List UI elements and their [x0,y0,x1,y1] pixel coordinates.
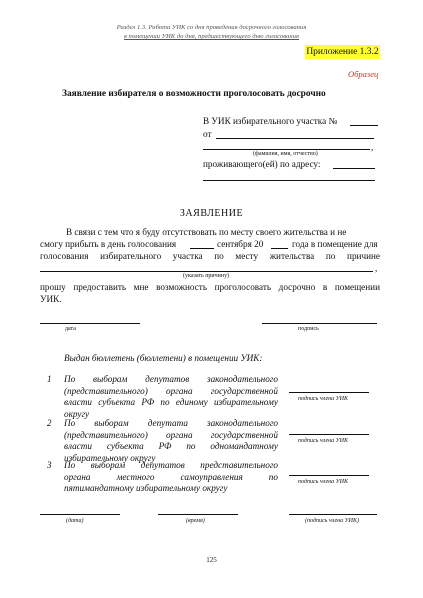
ballot-2-line2: (представительного) органа государственной [64,429,278,440]
ballot-3-line1: По выборам депутатов представительного [64,460,278,470]
ballot-1-line1: По выборам депутатов законодательного [64,374,278,384]
para1-line2b: сентября 20 [217,239,264,249]
statement-heading: ЗАЯВЛЕНИЕ [179,208,244,219]
ballot-2-line3: власти субъекта РФ по одномандатному [64,441,278,451]
issue-member-signature-caption: (подпись члена УИК) [305,518,359,524]
ballot-1-line3: власти субъекта РФ по единому избирательному [64,397,278,407]
para1-line2c: года в помещение для [292,239,378,249]
para2-line2: УИК. [40,294,62,304]
reason-blank [40,271,373,272]
residing-label: проживающего(ей) по адресу: [203,159,321,169]
appendix-label: Приложение 1.3.2 [306,47,379,57]
ballot-2-number: 2 [47,418,52,428]
day-blank [190,248,214,249]
para1-line2a: смогу прибыть в день голосования [40,239,177,249]
para1-line1: В связи с тем что я буду отсутствовать по месту своего жительства и не [66,227,347,237]
sample-label: Образец [348,69,379,79]
ballot-1-number: 1 [47,374,52,384]
from-label: от [203,129,212,139]
address-blank-1 [333,168,375,169]
issue-member-signature-blank [289,514,377,515]
page-number: 125 [206,556,217,564]
ballot-2-line1: По выборам депутата законодательного [64,418,278,428]
document-title: Заявление избирателя о возможности проголосовать досрочно [62,89,326,99]
issue-time-blank [158,514,238,515]
comma: , [375,263,378,273]
para2-line1: прошу предоставить мне возможность проголосовать досрочно в помещении [40,282,380,292]
ballot-3-line3: пятимандатному избирательному округу [64,483,228,493]
signature-caption: подпись [298,326,319,332]
ballot-3-line2: органа местного самоуправления по [64,471,278,482]
running-header-line1: Раздел 1.3. Работа УИК со дня проведения досрочного голосования [116,24,307,31]
year-blank [271,248,288,249]
precinct-number-blank [350,125,378,126]
ballot-2-signature-caption: подпись члена УИК [298,438,348,444]
signature-blank [262,323,377,324]
ballot-1-signature-blank [289,392,369,393]
name-caption: (фамилия, имя, отчество) [253,151,318,157]
ballot-2-line4: избирательному округу [64,452,156,463]
issue-date-blank [40,514,120,515]
ballot-1-line4: округу [64,408,90,419]
reason-caption: (указать причину) [183,273,230,279]
running-header-line2: в помещении УИК до дня, предшествующего дню голосования [124,33,299,40]
date-caption: дата [65,326,76,332]
ballot-1-line2: (представительного) органа государственной [64,385,278,396]
ballot-2-signature-blank [289,434,369,435]
date-blank [40,323,140,324]
address-blank-2 [203,180,375,181]
to-line: В УИК избирательного участка № [203,116,338,126]
comma: , [371,142,374,152]
ballots-intro: Выдан бюллетень (бюллетени) в помещении УИК: [64,353,263,363]
para1-line3: голосования избирательного участка по месту жительства по причине [40,251,380,261]
ballot-1-signature-caption: подпись члена УИК [298,396,348,402]
issue-date-caption: (дата) [66,518,84,524]
from-blank [216,138,374,139]
ballot-3-number: 3 [47,460,52,470]
ballot-3-signature-caption: подпись члена УИК [298,479,348,485]
ballot-3-signature-blank [289,475,369,476]
name-blank [203,149,370,150]
issue-time-caption: (время) [186,518,205,524]
